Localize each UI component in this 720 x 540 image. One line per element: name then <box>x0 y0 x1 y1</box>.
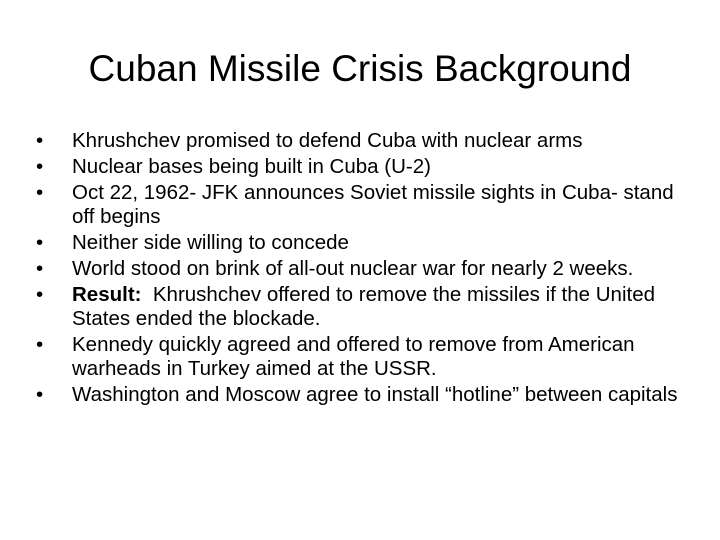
bullet-icon: • <box>36 181 44 204</box>
bullet-icon: • <box>36 333 44 356</box>
bullet-text: Kennedy quickly agreed and offered to remove from American warheads in Turkey aimed at the USSR. <box>72 333 635 380</box>
bullet-icon: • <box>36 155 44 178</box>
bullet-text: Washington and Moscow agree to install “hotline” between capitals <box>72 383 678 406</box>
bullet-text: Oct 22, 1962- JFK announces Soviet missile sights in Cuba- stand off begins <box>72 181 674 228</box>
bullet-item <box>36 283 696 331</box>
bullet-lead: Result: <box>72 283 142 306</box>
bullet-item <box>36 231 696 255</box>
bullet-text: World stood on brink of all-out nuclear war for nearly 2 weeks. <box>72 257 634 280</box>
bullet-list <box>36 129 696 409</box>
bullet-item <box>36 333 696 381</box>
bullet-item <box>36 181 696 229</box>
bullet-item <box>36 155 696 179</box>
slide-title: Cuban Missile Crisis Background <box>88 48 632 89</box>
bullet-icon: • <box>36 383 44 406</box>
bullet-text: Khrushchev offered to remove the missiles if the United States ended the blockade. <box>72 283 661 330</box>
bullet-icon: • <box>36 231 44 254</box>
bullet-text: Nuclear bases being built in Cuba (U-2) <box>72 155 431 178</box>
bullet-item <box>36 383 696 407</box>
bullet-icon: • <box>36 257 44 280</box>
bullet-item <box>36 129 696 153</box>
bullet-icon: • <box>36 283 44 306</box>
bullet-icon: • <box>36 129 44 152</box>
bullet-item <box>36 257 696 281</box>
bullet-text: Neither side willing to concede <box>72 231 349 254</box>
bullet-text: Khrushchev promised to defend Cuba with nuclear arms <box>72 129 583 152</box>
